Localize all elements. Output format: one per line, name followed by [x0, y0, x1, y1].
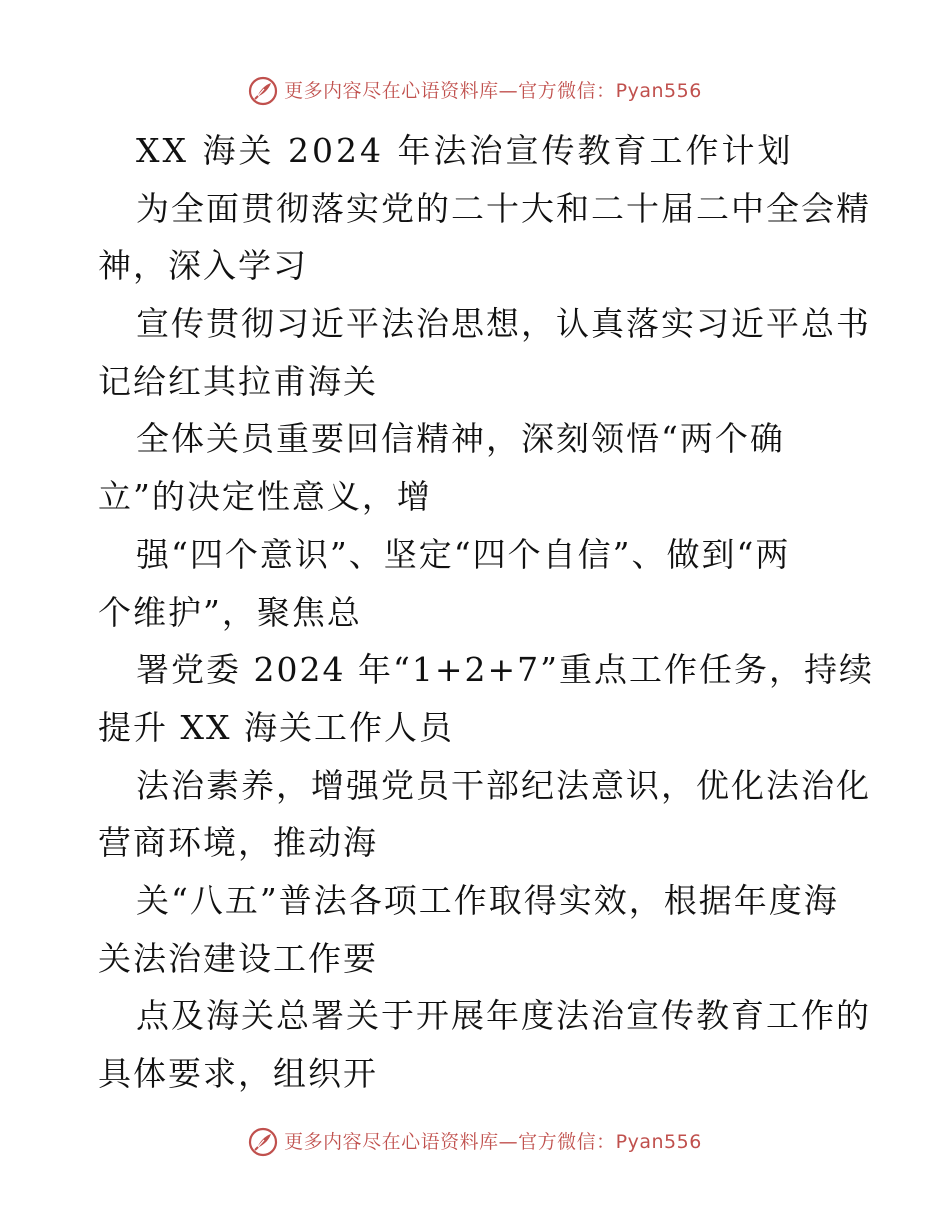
document-body: [98, 122, 874, 1103]
paragraph-line: 关“八五”普法各项工作取得实效，根据年度海: [136, 880, 839, 920]
paragraph-line: 具体要求，组织开: [98, 1054, 378, 1093]
paragraph-line: 立”的决定性意义，增: [98, 477, 432, 517]
paragraph-line: 强“四个意识”、坚定“四个自信”、做到“两: [136, 534, 791, 574]
header-watermark: [0, 76, 950, 106]
paragraph-line: 宣传贯彻习近平法治思想，认真落实习近平总书: [136, 304, 871, 344]
paragraph-line: 为全面贯彻落实党的二十大和二十届二中全会精: [136, 188, 871, 228]
watermark-text: 更多内容尽在心语资料库—官方微信：Pyan556: [284, 80, 702, 102]
document-title: XX 海关 2024 年法治宣传教育工作计划: [136, 131, 794, 170]
footer-watermark: [0, 1127, 950, 1157]
paragraph-line: 营商环境，推动海: [98, 823, 378, 863]
paragraph-line: 全体关员重要回信精神，深刻领悟“两个确: [136, 419, 785, 459]
feather-pen-logo-icon: [248, 76, 278, 106]
paragraph-line: 关法治建设工作要: [98, 938, 378, 978]
paragraph-line: 神，深入学习: [98, 246, 308, 286]
paragraph-line: 法治素养，增强党员干部纪法意识，优化法治化: [136, 765, 871, 805]
paragraph-line: 点及海关总署关于开展年度法治宣传教育工作的: [136, 996, 871, 1036]
paragraph-line: 记给红其拉甫海关: [98, 361, 378, 401]
paragraph-line: 提升 XX 海关工作人员: [98, 707, 454, 747]
watermark-text: 更多内容尽在心语资料库—官方微信：Pyan556: [284, 1131, 702, 1153]
feather-pen-logo-icon: [248, 1127, 278, 1157]
paragraph-line: 个维护”，聚焦总: [98, 592, 362, 632]
paragraph-line: 署党委 2024 年“1+2+7”重点工作任务，持续: [136, 650, 874, 690]
